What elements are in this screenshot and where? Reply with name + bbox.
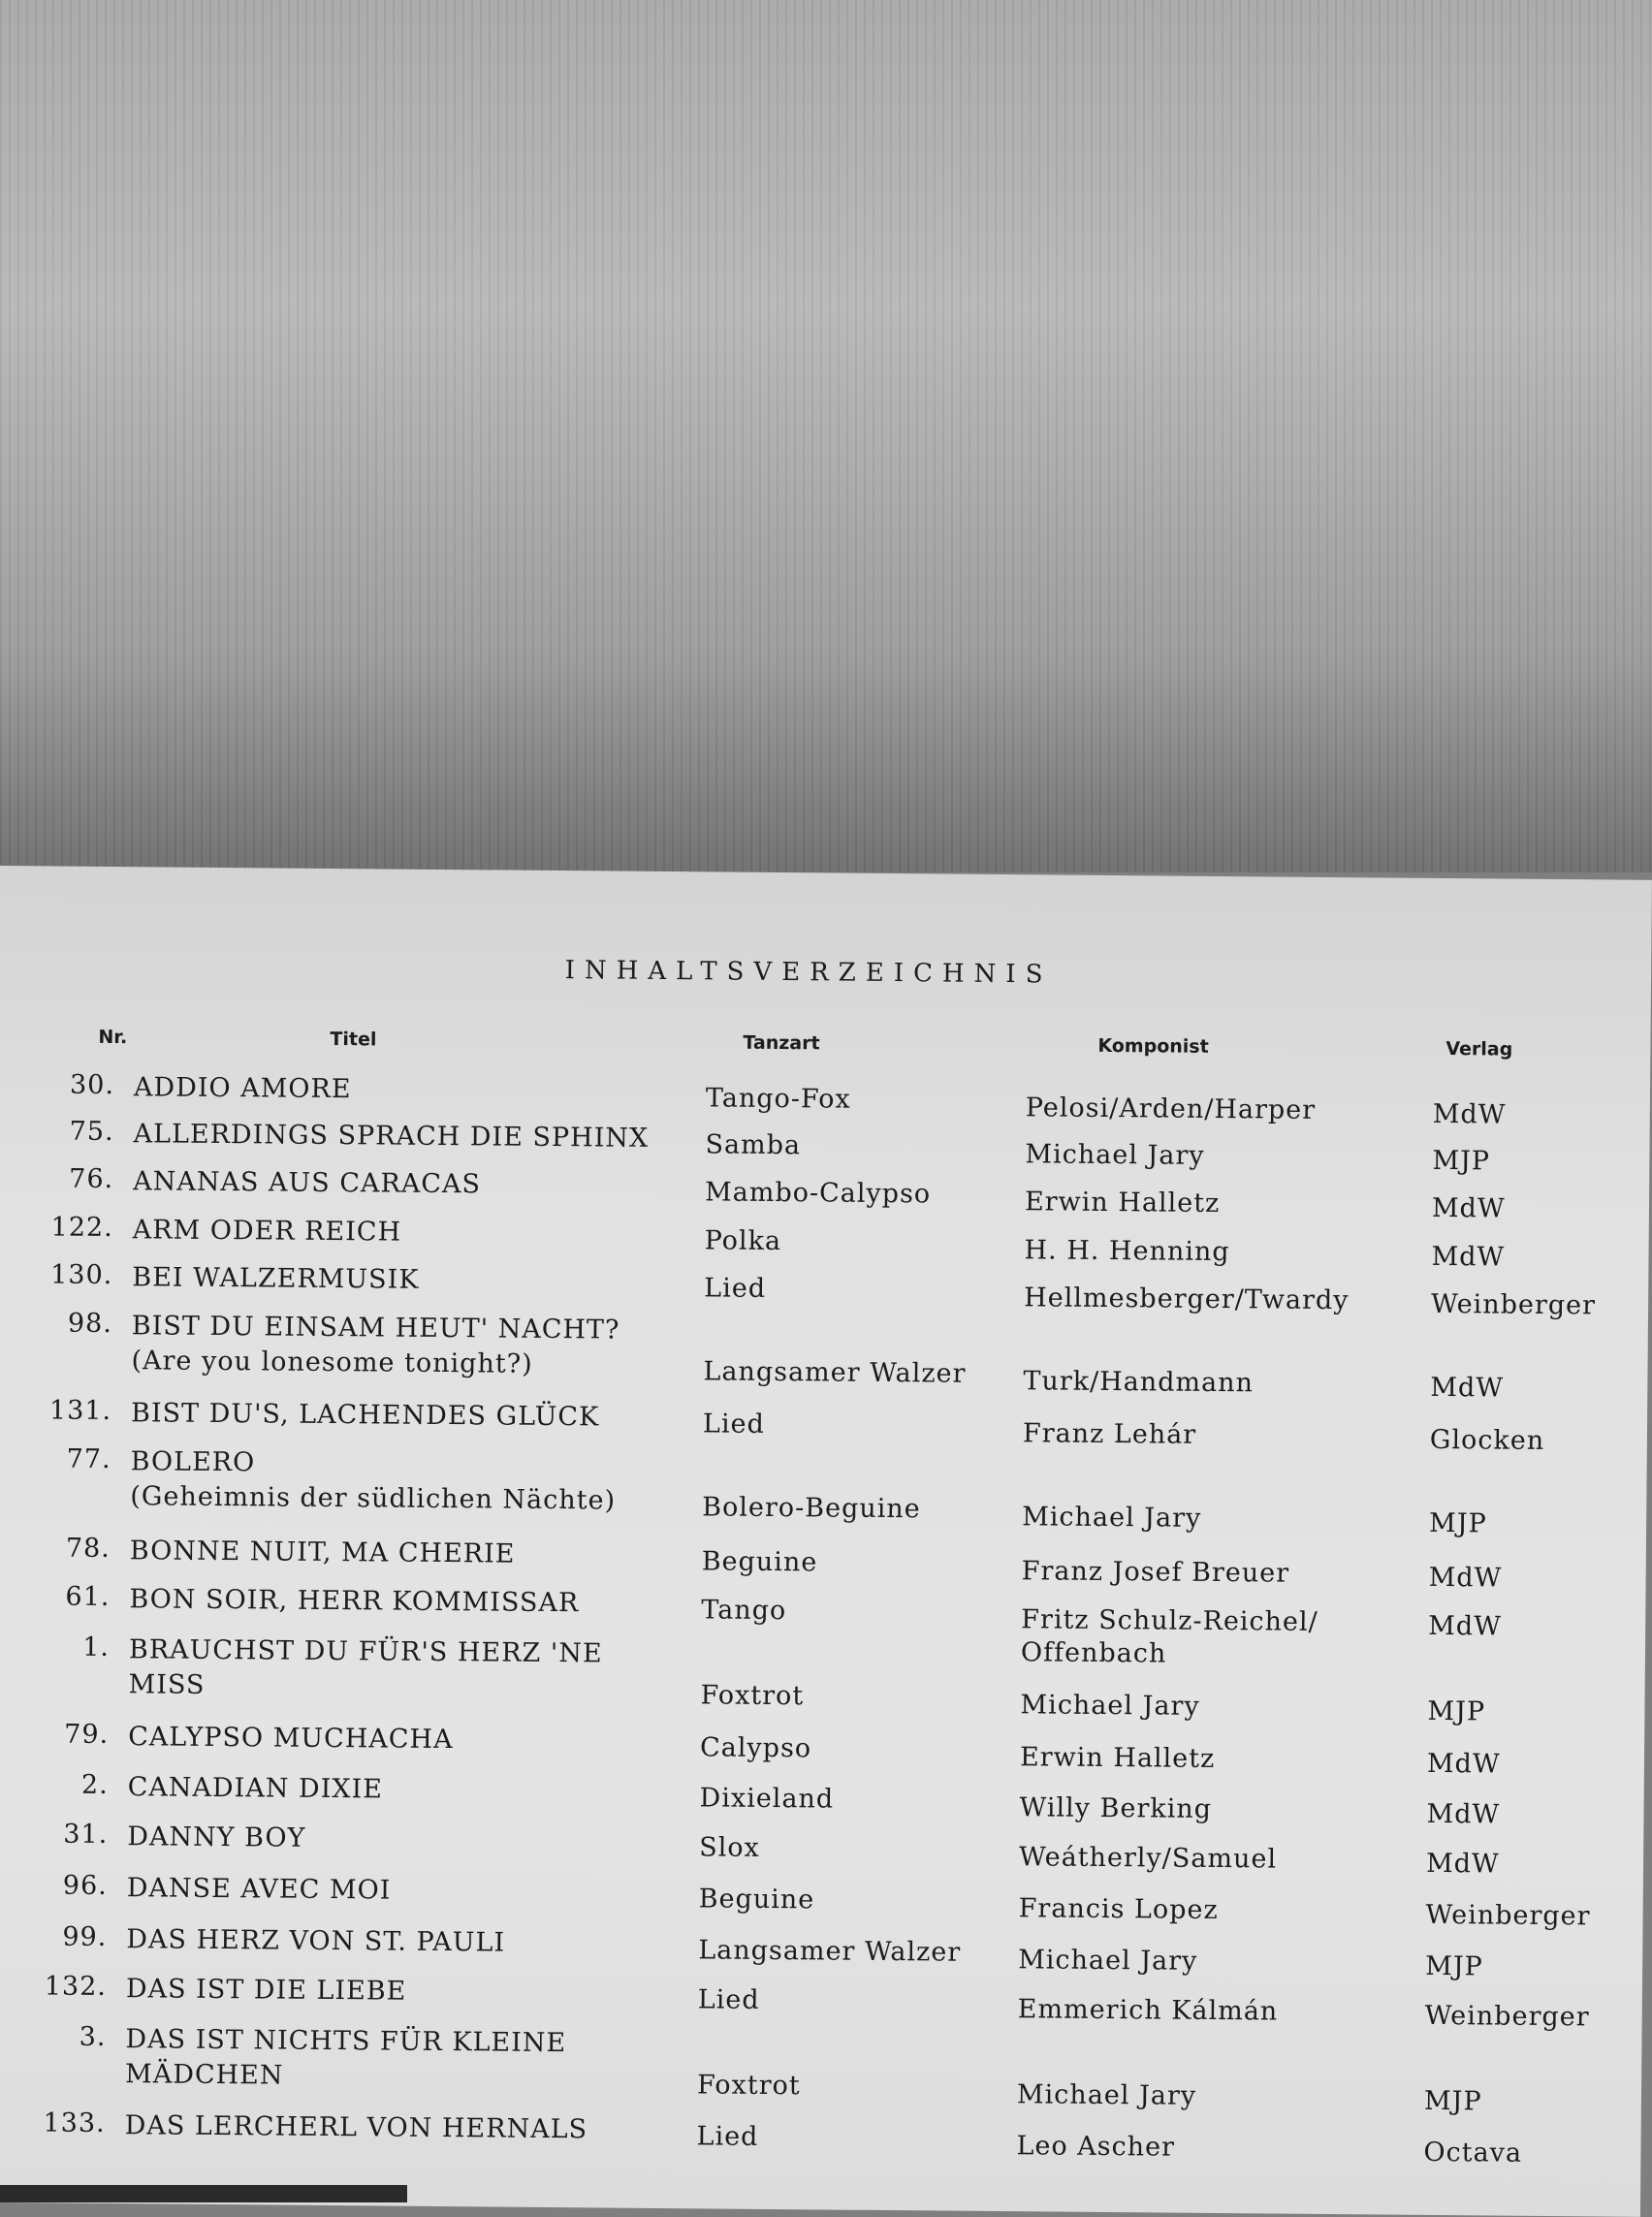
cover-background xyxy=(0,0,1652,872)
entry-komponist: Erwin Halletz xyxy=(1024,1187,1221,1219)
entry-komponist: Turk/Handmann xyxy=(1023,1366,1255,1399)
entry-verlag: Weinberger xyxy=(1424,2000,1590,2033)
entry-title-line2: MÄDCHEN xyxy=(124,2059,284,2091)
table-row xyxy=(0,1443,1647,1539)
entry-verlag: MdW xyxy=(1431,1241,1506,1273)
entry-tanzart: Lied xyxy=(697,1984,760,2015)
entry-number: 30. xyxy=(69,1069,115,1101)
entry-number: 132. xyxy=(44,1971,108,2003)
table-row xyxy=(0,1395,1647,1456)
entry-number: 75. xyxy=(69,1116,114,1148)
table-row xyxy=(0,1769,1644,1830)
entry-tanzart: Bolero-Beguine xyxy=(702,1492,921,1525)
entry-number: 76. xyxy=(69,1163,114,1195)
table-row xyxy=(0,1870,1643,1932)
entry-number: 2. xyxy=(80,1769,109,1801)
entry-title: ADDIO AMORE xyxy=(133,1072,352,1105)
entry-komponist: Hellmesberger/Twardy xyxy=(1024,1283,1350,1316)
entry-number: 79. xyxy=(64,1719,110,1751)
entry-verlag: MJP xyxy=(1429,1507,1487,1539)
entry-verlag: MdW xyxy=(1431,1192,1506,1224)
entry-verlag: MdW xyxy=(1432,1098,1507,1130)
header-komponist: Komponist xyxy=(1097,1034,1209,1058)
table-row xyxy=(0,1163,1649,1224)
entry-komponist: Michael Jary xyxy=(1020,1690,1200,1722)
header-verlag: Verlag xyxy=(1446,1038,1513,1061)
header-titel: Titel xyxy=(330,1028,377,1051)
entry-tanzart: Dixieland xyxy=(699,1783,835,1815)
entry-verlag: MJP xyxy=(1432,1145,1491,1177)
entry-verlag: Octava xyxy=(1423,2137,1523,2169)
entry-number: 131. xyxy=(48,1395,112,1427)
entry-title-line2: (Are you lonesome tonight?) xyxy=(131,1346,533,1379)
entry-tanzart: Langsamer Walzer xyxy=(698,1935,962,1968)
entry-komponist: Francis Lopez xyxy=(1018,1893,1219,1926)
entry-komponist: Michael Jary xyxy=(1022,1502,1202,1534)
entry-komponist: Franz Lehár xyxy=(1022,1418,1197,1450)
entry-tanzart: Mambo-Calypso xyxy=(704,1177,932,1210)
table-row xyxy=(0,1719,1644,1780)
entry-title-line2: (Geheimnis der südlichen Nächte) xyxy=(130,1481,617,1516)
entry-title: DANSE AVEC MOI xyxy=(126,1873,392,1906)
entry-tanzart: Samba xyxy=(705,1129,802,1161)
entry-tanzart: Langsamer Walzer xyxy=(703,1356,967,1389)
entry-komponist: H. H. Henning xyxy=(1024,1235,1230,1268)
entry-number: 31. xyxy=(63,1819,109,1851)
entry-number: 98. xyxy=(67,1308,113,1340)
header-nr: Nr. xyxy=(98,1026,128,1049)
table-row xyxy=(0,1921,1642,1982)
entry-komponist: Erwin Halletz xyxy=(1019,1742,1216,1774)
entry-verlag: MdW xyxy=(1428,1562,1503,1594)
entry-komponist: Michael Jary xyxy=(1025,1139,1205,1171)
entry-number: 61. xyxy=(65,1581,111,1613)
entry-title: DAS IST DIE LIEBE xyxy=(125,1974,407,2007)
entry-tanzart: Tango xyxy=(701,1595,787,1627)
contents-page xyxy=(0,866,1652,2217)
table-row xyxy=(0,2021,1642,2117)
entry-title: CALYPSO MUCHACHA xyxy=(128,1722,454,1756)
table-row xyxy=(0,1116,1650,1177)
entry-komponist: Leo Ascher xyxy=(1016,2131,1176,2163)
entry-number: 1. xyxy=(82,1631,111,1663)
bottom-dark-strip xyxy=(0,2185,407,2202)
entry-title: BEI WALZERMUSIK xyxy=(132,1262,420,1295)
entry-verlag: MdW xyxy=(1426,1798,1501,1830)
entry-title: DAS HERZ VON ST. PAULI xyxy=(126,1924,506,1958)
entry-number: 133. xyxy=(43,2107,106,2138)
entry-title: CANADIAN DIXIE xyxy=(127,1772,384,1805)
entry-verlag: Weinberger xyxy=(1425,1899,1591,1932)
entry-tanzart: Polka xyxy=(704,1225,782,1257)
entry-verlag: MJP xyxy=(1425,1950,1483,1982)
entry-title: BRAUCHST DU FÜR'S HERZ 'NE xyxy=(128,1634,603,1669)
entry-verlag: MJP xyxy=(1427,1695,1486,1727)
table-row xyxy=(0,1212,1649,1273)
entry-title: BON SOIR, HERR KOMMISSAR xyxy=(129,1584,580,1619)
table-row xyxy=(0,1308,1648,1404)
entry-title-line2: MISS xyxy=(128,1669,206,1700)
entry-title: DAS IST NICHTS FÜR KLEINE xyxy=(125,2024,567,2059)
header-tanzart: Tanzart xyxy=(743,1031,820,1055)
entry-tanzart: Tango-Fox xyxy=(705,1083,851,1115)
entry-number: 130. xyxy=(50,1259,113,1291)
entry-tanzart: Lied xyxy=(704,1273,767,1304)
entry-komponist: Willy Berking xyxy=(1019,1792,1213,1824)
entry-tanzart: Lied xyxy=(702,1409,765,1440)
entry-komponist: Weátherly/Samuel xyxy=(1018,1842,1278,1875)
table-row xyxy=(0,2107,1641,2169)
table-row xyxy=(0,1533,1646,1594)
entry-verlag: MdW xyxy=(1425,1848,1500,1880)
table-row xyxy=(0,1971,1642,2033)
entry-title: ANANAS AUS CARACAS xyxy=(133,1166,482,1200)
page-title: INHALTSVERZEICHNIS xyxy=(564,956,1053,990)
entry-komponist: Fritz Schulz-Reichel/ xyxy=(1021,1604,1318,1637)
entry-komponist: Franz Josef Breuer xyxy=(1021,1556,1290,1589)
entry-number: 77. xyxy=(66,1443,111,1475)
entry-verlag: MdW xyxy=(1428,1610,1503,1642)
entry-komponist: Michael Jary xyxy=(1016,2079,1197,2111)
table-row xyxy=(0,1259,1648,1321)
entry-komponist: Emmerich Kálmán xyxy=(1017,1994,1279,2027)
entry-title: BIST DU EINSAM HEUT' NACHT? xyxy=(131,1311,620,1346)
entry-komponist: Pelosi/Arden/Harper xyxy=(1025,1093,1317,1125)
entry-tanzart: Beguine xyxy=(701,1546,818,1578)
entry-title: DAS LERCHERL VON HERNALS xyxy=(124,2110,588,2145)
entry-verlag: MdW xyxy=(1430,1372,1505,1404)
entry-number: 96. xyxy=(62,1870,108,1902)
entry-number: 99. xyxy=(62,1921,108,1953)
entry-title: BOLERO xyxy=(130,1446,256,1478)
entry-verlag: MJP xyxy=(1423,2085,1482,2117)
entry-verlag: MdW xyxy=(1426,1748,1501,1780)
entry-komponist-line2: Offenbach xyxy=(1020,1637,1167,1669)
entry-number: 3. xyxy=(79,2021,107,2053)
entry-verlag: Weinberger xyxy=(1430,1288,1597,1321)
entry-number: 78. xyxy=(65,1533,111,1565)
entry-tanzart: Foxtrot xyxy=(696,2070,801,2102)
entry-tanzart: Beguine xyxy=(698,1884,815,1916)
entry-title: BONNE NUIT, MA CHERIE xyxy=(129,1536,516,1569)
entry-tanzart: Foxtrot xyxy=(700,1680,805,1712)
table-row xyxy=(0,1819,1643,1880)
entry-tanzart: Calypso xyxy=(699,1732,812,1764)
entry-number: 122. xyxy=(50,1212,113,1244)
entry-title: ARM ODER REICH xyxy=(132,1215,402,1248)
entry-verlag: Glocken xyxy=(1429,1424,1545,1456)
entry-tanzart: Lied xyxy=(696,2121,759,2152)
table-row xyxy=(0,1069,1650,1130)
entry-tanzart: Slox xyxy=(699,1832,760,1863)
entry-komponist: Michael Jary xyxy=(1018,1945,1198,1977)
entry-title: ALLERDINGS SPRACH DIE SPHINX xyxy=(133,1119,650,1154)
entry-title: DANNY BOY xyxy=(127,1821,306,1853)
entry-title: BIST DU'S, LACHENDES GLÜCK xyxy=(130,1398,600,1433)
